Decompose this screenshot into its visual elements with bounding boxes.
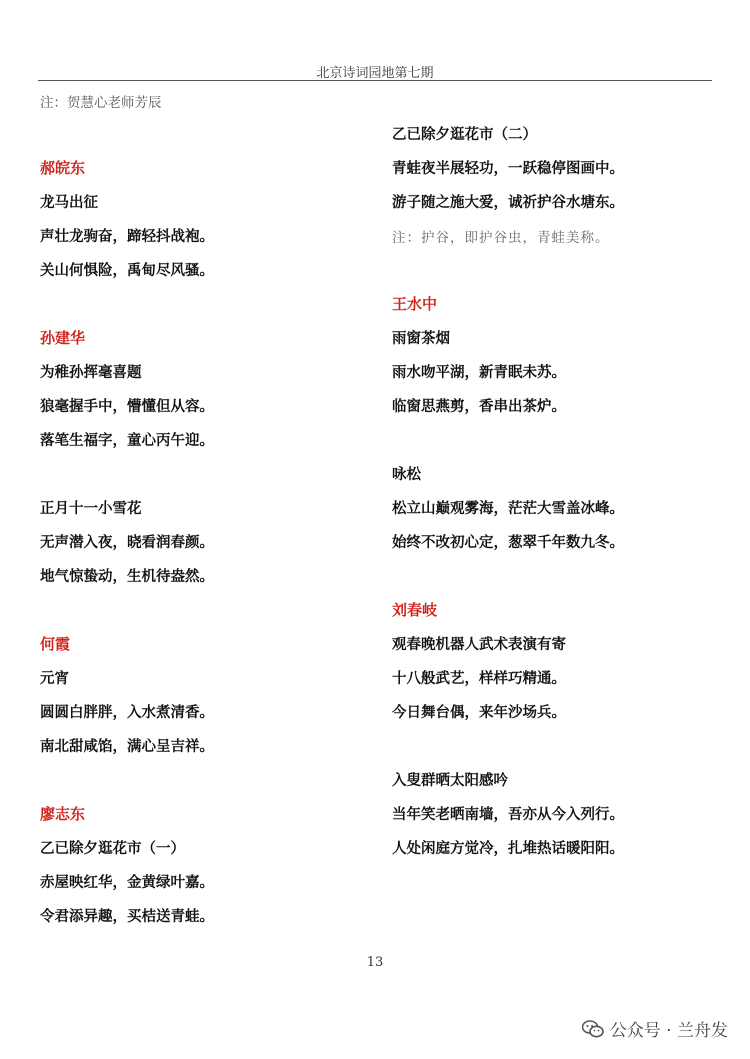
author-name: 何霞 (40, 635, 71, 653)
author-name: 郝皖东 (40, 159, 86, 177)
poem-title: 入叟群晒太阳感吟 (392, 772, 508, 789)
poem-line: 令君添异趣，买桔送青蛙。 (40, 908, 214, 925)
poem-title: 雨窗茶烟 (392, 330, 450, 347)
poem-line: 落笔生福字，童心丙午迎。 (40, 432, 214, 449)
watermark-text: 公众号 · 兰舟发 (609, 1021, 728, 1041)
poem-line: 地气惊蛰动，生机待盎然。 (40, 568, 214, 585)
poem-line: 南北甜咸馅，满心呈吉祥。 (40, 738, 214, 755)
poem-line: 圆圆白胖胖，入水煮清香。 (40, 704, 214, 721)
poem-title: 龙马出征 (40, 194, 98, 211)
poem-line: 无声潜入夜，晓看润春颜。 (40, 534, 214, 551)
poem-title: 咏松 (392, 466, 421, 483)
poem-line: 当年笑老晒南墙，吾亦从今入列行。 (392, 806, 624, 823)
poem-line: 人处闲庭方觉冷，扎堆热话暖阳阳。 (392, 840, 624, 857)
poem-line: 青蛙夜半展轻功，一跃稳停图画中。 (392, 160, 624, 177)
page-number: 13 (366, 955, 384, 970)
poem-line: 声壮龙驹奋，蹄轻抖战袍。 (40, 228, 214, 245)
poem-line: 临窗思燕剪，香串出茶炉。 (392, 398, 566, 415)
author-name: 孙建华 (40, 329, 86, 347)
poem-title: 元宵 (40, 670, 69, 687)
poem-line: 松立山巅观雾海，茫茫大雪盖冰峰。 (392, 500, 624, 517)
top-note: 注：贺慧心老师芳辰 (40, 95, 162, 111)
poem-line: 十八般武艺，样样巧精通。 (392, 670, 566, 687)
poem-note: 注：护谷，即护谷虫，青蛙美称。 (392, 230, 610, 246)
poem-title: 观春晚机器人武术表演有寄 (392, 636, 566, 653)
poem-line: 游子随之施大爱，诚祈护谷水塘东。 (392, 194, 624, 211)
poem-line: 始终不改初心定，葱翠千年数九冬。 (392, 534, 624, 551)
poem-line: 赤屋映红华，金黄绿叶嘉。 (40, 874, 214, 891)
poem-line: 今日舞台偶，来年沙场兵。 (392, 704, 566, 721)
poem-title: 乙已除夕逛花市（二） (392, 126, 537, 143)
poem-title: 正月十一小雪花 (40, 500, 142, 517)
poem-title: 为稚孙挥毫喜题 (40, 364, 142, 381)
wechat-icon (582, 1020, 604, 1038)
poem-title: 乙已除夕逛花市（一） (40, 840, 185, 857)
poem-line: 狼毫握手中，懵懂但从容。 (40, 398, 214, 415)
watermark (582, 1016, 728, 1041)
page-header: 北京诗词园地第七期 (316, 66, 434, 81)
poem-line: 关山何惧险，禹甸尽风骚。 (40, 262, 214, 279)
author-name: 廖志东 (40, 805, 86, 823)
header-divider (38, 80, 712, 81)
poem-line: 雨水吻平湖，新青眠未苏。 (392, 364, 566, 381)
author-name: 王水中 (392, 295, 438, 313)
author-name: 刘春岐 (392, 601, 438, 619)
